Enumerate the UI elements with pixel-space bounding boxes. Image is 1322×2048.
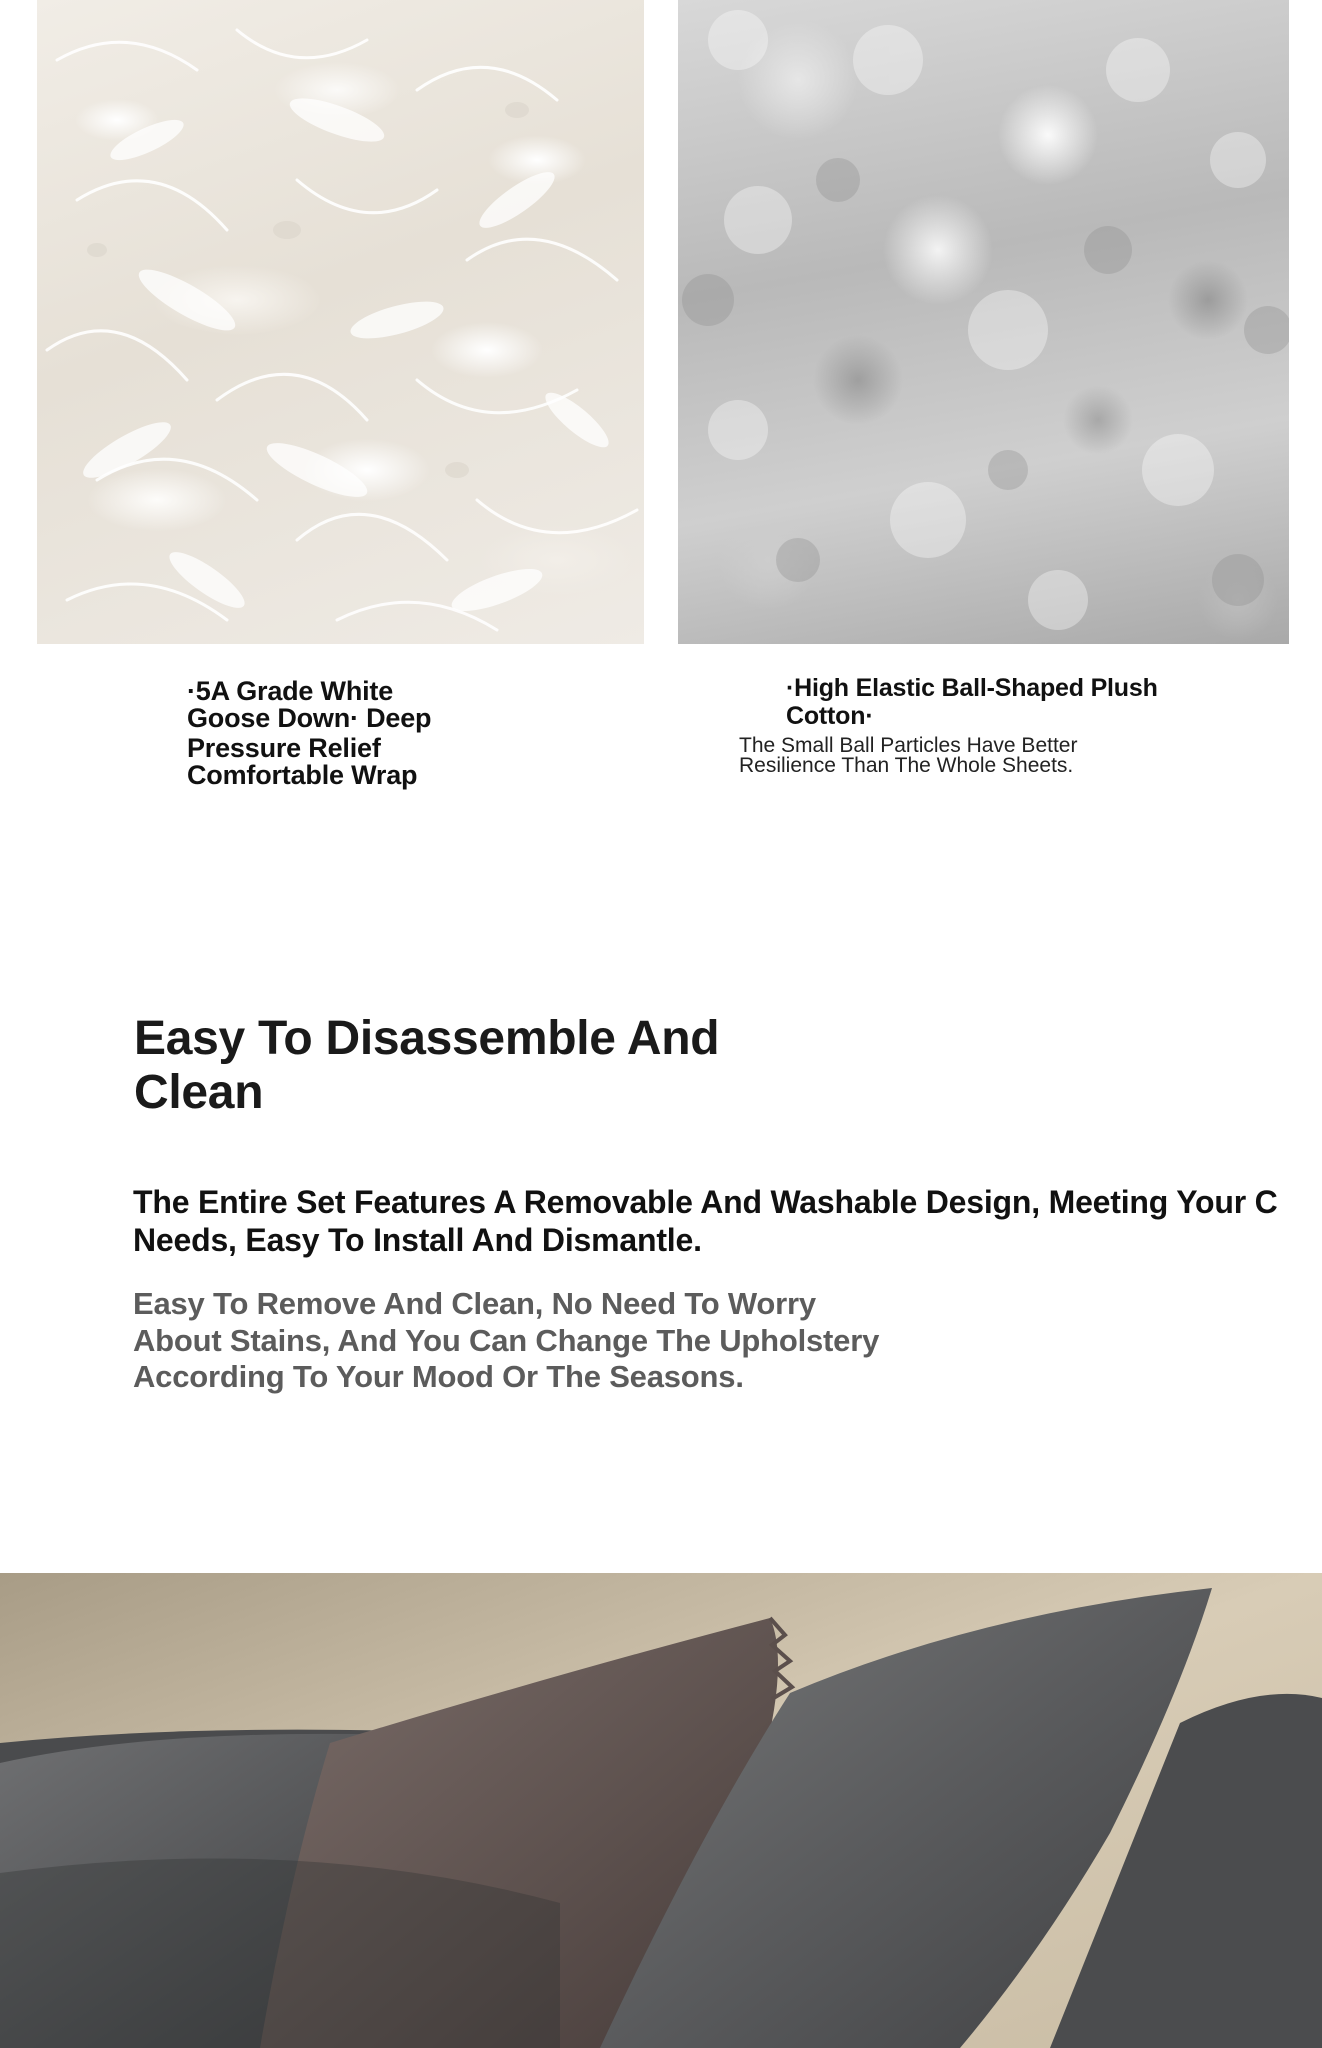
goose-down-caption xyxy=(187,678,507,789)
ball-fiber-description-line: Resilience Than The Whole Sheets. xyxy=(739,754,1074,777)
section-body-line: About Stains, And You Can Change The Upholstery xyxy=(133,1322,880,1358)
section-body-line: Easy To Remove And Clean, No Need To Worry xyxy=(133,1286,816,1321)
section-lead-line: The Entire Set Features A Removable And Washable Design, Meeting Your C xyxy=(133,1184,1278,1220)
section-body-text xyxy=(133,1286,1013,1396)
section-lead-text xyxy=(133,1183,1322,1259)
goose-down-caption-line: Goose Down· Deep xyxy=(187,703,432,733)
sofa-cushions-photo xyxy=(0,1573,1322,2048)
goose-down-caption-line: Comfortable Wrap xyxy=(187,760,418,790)
sofa-cushions-icon xyxy=(0,1573,1322,2048)
ball-fiber-caption-title xyxy=(786,674,1186,730)
section-lead-line: Needs, Easy To Install And Dismantle. xyxy=(133,1222,702,1258)
section-body-line: According To Your Mood Or The Seasons. xyxy=(133,1359,744,1394)
ball-fiber-caption-description xyxy=(739,736,1179,776)
goose-down-caption-line: Pressure Relief xyxy=(187,733,381,763)
fiber-texture-icon xyxy=(678,0,1289,644)
feather-texture-icon xyxy=(37,0,644,644)
goose-down-feathers-image xyxy=(37,0,644,644)
goose-down-caption-line: ·5A Grade White xyxy=(187,676,394,706)
ball-fiber-cotton-image xyxy=(678,0,1289,644)
ball-fiber-description-line: The Small Ball Particles Have Better xyxy=(739,734,1078,757)
section-heading-line: Easy To Disassemble And xyxy=(134,1012,720,1065)
ball-fiber-caption-title-line: ·High Elastic Ball-Shaped Plush xyxy=(786,674,1158,702)
section-heading xyxy=(134,1012,774,1120)
section-heading-line: Clean xyxy=(134,1066,264,1119)
ball-fiber-caption-title-line: Cotton· xyxy=(786,702,874,730)
